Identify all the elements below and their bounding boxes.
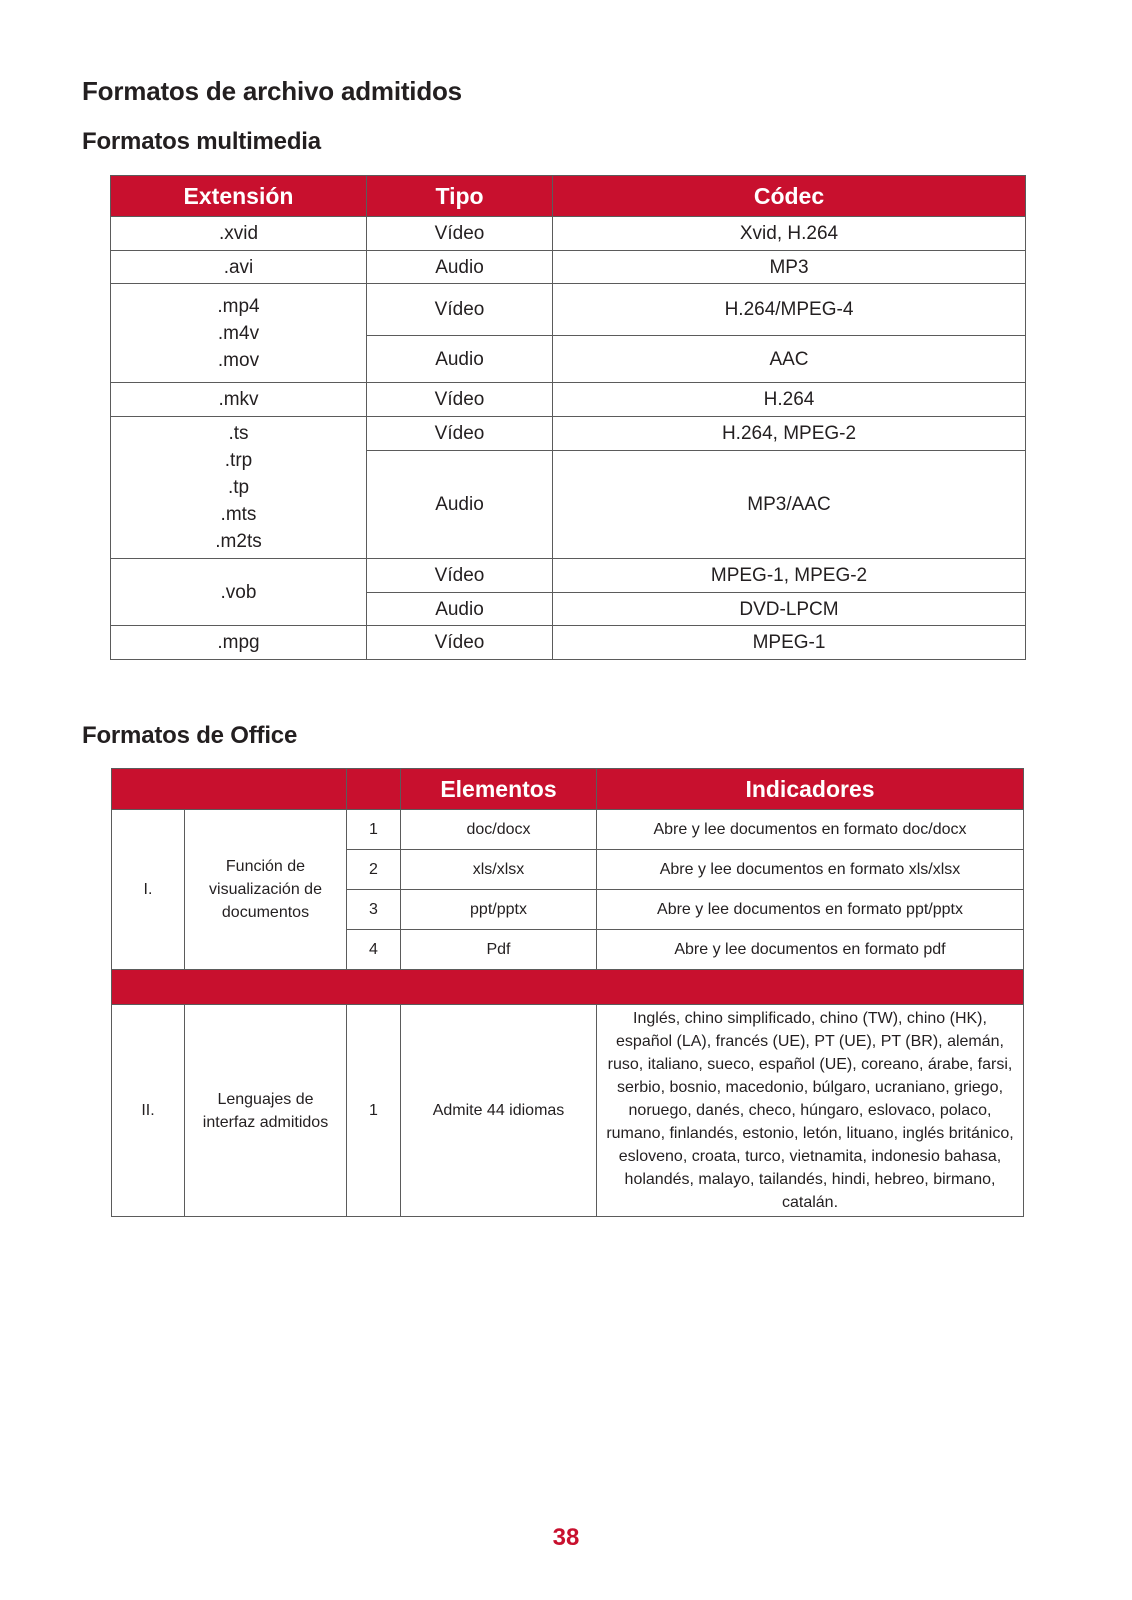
codec-cell: Xvid, H.264 bbox=[553, 217, 1026, 251]
row-number: 3 bbox=[347, 890, 401, 930]
codec-cell: MP3/AAC bbox=[553, 451, 1026, 559]
type-cell: Vídeo bbox=[367, 417, 553, 451]
multimedia-formats-table bbox=[110, 175, 1026, 660]
row-number: 4 bbox=[347, 930, 401, 970]
table-row bbox=[111, 383, 1026, 417]
type-cell: Vídeo bbox=[367, 383, 553, 417]
table-row bbox=[111, 284, 1026, 336]
extension-cell: .avi bbox=[111, 251, 367, 284]
office-formats-table bbox=[111, 768, 1024, 1217]
section-label: Lenguajes de interfaz admitidos bbox=[185, 1005, 347, 1217]
header-elements: Elementos bbox=[401, 769, 597, 810]
indicator-cell: Abre y lee documentos en formato ppt/pptx bbox=[597, 890, 1024, 930]
multimedia-heading: Formatos multimedia bbox=[82, 128, 321, 155]
type-cell: Audio bbox=[367, 251, 553, 284]
codec-cell: H.264/MPEG-4 bbox=[553, 284, 1026, 336]
codec-cell: MPEG-1, MPEG-2 bbox=[553, 559, 1026, 593]
table-row bbox=[111, 417, 1026, 451]
header-extension: Extensión bbox=[111, 176, 367, 217]
extension-cell: .xvid bbox=[111, 217, 367, 251]
row-number: 1 bbox=[347, 810, 401, 850]
element-cell: ppt/pptx bbox=[401, 890, 597, 930]
type-cell: Vídeo bbox=[367, 559, 553, 593]
table-row bbox=[111, 626, 1026, 660]
row-number: 2 bbox=[347, 850, 401, 890]
extension-cell: .mpg bbox=[111, 626, 367, 660]
element-cell: doc/docx bbox=[401, 810, 597, 850]
type-cell: Audio bbox=[367, 593, 553, 626]
header-codec: Códec bbox=[553, 176, 1026, 217]
table-row bbox=[111, 217, 1026, 251]
section-label: Función de visualización de documentos bbox=[185, 810, 347, 970]
office-heading: Formatos de Office bbox=[82, 722, 298, 749]
section-number: I. bbox=[112, 810, 185, 970]
extension-cell: .vob bbox=[111, 559, 367, 626]
indicator-cell: Abre y lee documentos en formato xls/xlsx bbox=[597, 850, 1024, 890]
codec-cell: DVD-LPCM bbox=[553, 593, 1026, 626]
codec-cell: MPEG-1 bbox=[553, 626, 1026, 660]
extension-cell: .mkv bbox=[111, 383, 367, 417]
table-row bbox=[112, 810, 1024, 850]
codec-cell: AAC bbox=[553, 336, 1026, 383]
type-cell: Vídeo bbox=[367, 217, 553, 251]
table-row bbox=[111, 251, 1026, 284]
element-cell: Admite 44 idiomas bbox=[401, 1005, 597, 1217]
indicator-cell: Inglés, chino simplificado, chino (TW), chino (HK), español (LA), francés (UE), PT (UE), PT (BR), alemán, ruso, italiano, sueco, español (UE), coreano, árabe, farsi, serbio, bosnio, macedonio, búlgaro, ucraniano, griego, noruego, danés, checo, húngaro, eslovaco, polaco, rumano, finlandés, estonio, letón, lituano, inglés británico, esloveno, croata, turco, vietnamita, indonesio bahasa, holandés, malayo, tailandés, hindi, hebreo, birmano, catalán. bbox=[597, 1005, 1024, 1217]
row-number: 1 bbox=[347, 1005, 401, 1217]
table-row bbox=[112, 1005, 1024, 1217]
header-blank bbox=[112, 769, 347, 810]
section-divider bbox=[112, 970, 1024, 1005]
element-cell: xls/xlsx bbox=[401, 850, 597, 890]
table-row bbox=[111, 559, 1026, 593]
type-cell: Audio bbox=[367, 336, 553, 383]
codec-cell: H.264 bbox=[553, 383, 1026, 417]
table-header-row bbox=[112, 769, 1024, 810]
indicator-cell: Abre y lee documentos en formato doc/docx bbox=[597, 810, 1024, 850]
extension-cell: .ts .trp .tp .mts .m2ts bbox=[111, 417, 367, 559]
header-number bbox=[347, 769, 401, 810]
extension-cell: .mp4 .m4v .mov bbox=[111, 284, 367, 383]
header-indicators: Indicadores bbox=[597, 769, 1024, 810]
indicator-cell: Abre y lee documentos en formato pdf bbox=[597, 930, 1024, 970]
type-cell: Vídeo bbox=[367, 626, 553, 660]
page-number: 38 bbox=[552, 1524, 580, 1551]
type-cell: Audio bbox=[367, 451, 553, 559]
section-number: II. bbox=[112, 1005, 185, 1217]
table-header-row bbox=[111, 176, 1026, 217]
codec-cell: H.264, MPEG-2 bbox=[553, 417, 1026, 451]
page-title: Formatos de archivo admitidos bbox=[82, 76, 462, 106]
type-cell: Vídeo bbox=[367, 284, 553, 336]
header-type: Tipo bbox=[367, 176, 553, 217]
codec-cell: MP3 bbox=[553, 251, 1026, 284]
element-cell: Pdf bbox=[401, 930, 597, 970]
